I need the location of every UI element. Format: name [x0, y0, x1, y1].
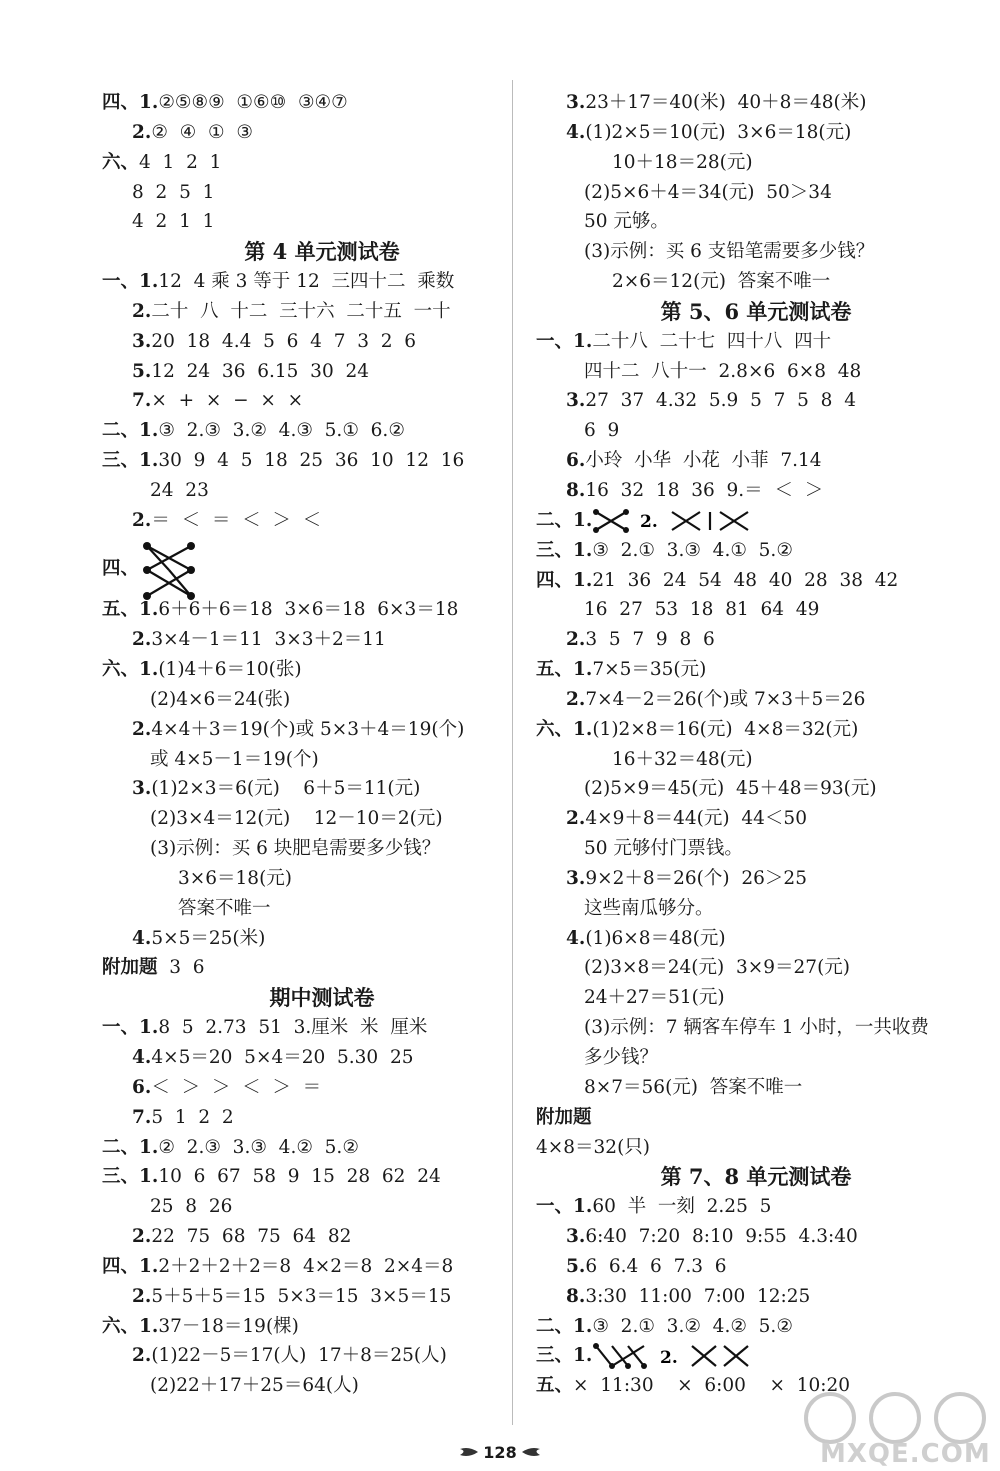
answer-line	[536, 774, 976, 804]
answer-line	[102, 327, 542, 357]
answer-label: 一、1.	[102, 1017, 159, 1039]
left-column	[102, 88, 542, 1401]
answer-line	[536, 476, 976, 506]
answer-text: 6＋6＋6＝18 3×6＝18 6×3＝18	[158, 599, 459, 621]
section-title: 第 7、8 单元测试卷	[660, 1164, 852, 1190]
answer-line	[102, 476, 542, 506]
answer-text: 25 8 26	[150, 1196, 233, 1218]
answer-text: 或 4×5－1＝19(个)	[150, 748, 319, 770]
answer-line	[536, 625, 976, 655]
answer-label: 四、1.	[536, 569, 593, 591]
answer-text: 20 18 4.4 5 6 4 7 3 2 6	[151, 330, 417, 352]
answer-text: (3)示例：买 6 支铅笔需要多少钱？	[584, 241, 875, 263]
answer-text: × 11:30 × 6:00 × 10:20	[573, 1375, 851, 1397]
answer-text: (1)2×8＝16(元) 4×8＝32(元)	[592, 718, 859, 740]
answer-label: 2.	[132, 629, 152, 651]
answer-text: 24 23	[150, 479, 209, 501]
answer-line	[536, 953, 976, 983]
answer-line	[102, 595, 542, 625]
answer-line	[102, 88, 542, 118]
answer-text: (3)示例：买 6 块肥皂需要多少钱？	[150, 838, 441, 860]
answer-line	[536, 267, 976, 297]
answer-text: 二十八 二十七 四十八 四十	[592, 330, 832, 352]
answer-text: 4×8＝32(只)	[536, 1136, 651, 1158]
answer-line	[102, 715, 542, 745]
answer-line	[536, 1312, 976, 1342]
answer-label: 3.	[132, 330, 152, 352]
answer-text: 10＋18＝28(元)	[612, 151, 753, 173]
answer-text: (3)示例：7 辆客车停车 1 小时，一共收费	[584, 1017, 929, 1039]
answer-text: (2)3×8＝24(元) 3×9＝27(元)	[584, 957, 851, 979]
answer-line	[536, 1013, 976, 1043]
answer-line	[536, 864, 976, 894]
answer-label: 2.	[132, 1226, 152, 1248]
answer-label: 6.	[566, 450, 586, 472]
answer-text: 4×4＋3＝19(个)或 5×3＋4＝19(个)	[151, 718, 465, 740]
answer-line	[536, 386, 976, 416]
answer-text: (1)22－5＝17(人) 17＋8＝25(人)	[151, 1345, 447, 1367]
section-title: 第 5、6 单元测试卷	[660, 298, 852, 324]
answer-text: ② ④ ① ③	[151, 121, 253, 143]
answer-label: 3.	[566, 92, 586, 113]
answer-line	[536, 237, 976, 267]
answer-label: 4.	[566, 927, 586, 949]
answer-text: 5＋5＋5＝15 5×3＝15 3×5＝15	[151, 1285, 452, 1307]
answer-line	[536, 834, 976, 864]
answer-text: 9×2＋8＝26(个) 26＞25	[585, 867, 807, 889]
watermark	[800, 1390, 1000, 1471]
answer-text: 5×5＝25(米)	[151, 927, 266, 949]
answer-label: 四、1.	[102, 92, 159, 113]
answer-label: 二、1.	[102, 420, 159, 442]
watermark-logo-icon	[800, 1390, 1000, 1445]
answer-line	[102, 1162, 542, 1192]
answer-line	[536, 446, 976, 476]
answer-text: 30 9 4 5 18 25 36 10 12 16	[158, 450, 465, 472]
answer-text: 16 27 53 18 81 64 49	[584, 599, 820, 621]
answer-label: 7.	[132, 390, 152, 412]
answer-label: 二、1.	[536, 509, 593, 531]
answer-text: 3×6＝18(元)	[178, 867, 293, 889]
answer-label: 附加题	[536, 1106, 592, 1128]
answer-text: ③ 2.① 3.③ 4.① 5.②	[592, 539, 793, 561]
svg-text:2.: 2.	[640, 511, 659, 532]
answer-label: 7.	[132, 1106, 152, 1128]
answer-line	[536, 804, 976, 834]
answer-label: 四、1.	[102, 1255, 159, 1277]
answer-line	[536, 924, 976, 954]
answer-line	[102, 1282, 542, 1312]
answer-label: 二、1.	[536, 1315, 593, 1337]
answer-text: 22 75 68 75 64 82	[151, 1226, 352, 1248]
answer-line	[536, 178, 976, 208]
answer-text: 8 2 5 1	[132, 181, 215, 203]
answer-label: 2.	[566, 688, 586, 710]
answer-text: 多少钱？	[584, 1047, 659, 1068]
answer-line	[536, 536, 976, 566]
answer-line	[536, 595, 976, 625]
answer-line	[102, 953, 542, 983]
answer-line	[536, 983, 976, 1013]
answer-line	[102, 1252, 542, 1282]
answer-text: (2)22＋17＋25＝64(人)	[150, 1375, 359, 1397]
answer-label: 8.	[566, 1285, 586, 1307]
answer-label: 一、1.	[102, 271, 159, 293]
answer-line	[102, 1103, 542, 1133]
answer-line	[102, 267, 542, 297]
answer-line	[536, 416, 976, 446]
answer-text: 16＋32＝48(元)	[612, 748, 753, 770]
answer-label: 三、1.	[536, 1345, 593, 1367]
answer-text: (1)4＋6＝10(张)	[158, 659, 302, 681]
answer-text: 6 6.4 6 7.3 6	[585, 1255, 727, 1277]
answer-line	[102, 1312, 542, 1342]
answer-text: 23＋17＝40(米) 40＋8＝48(米)	[585, 92, 867, 113]
answer-label: 2.	[566, 629, 586, 651]
left-ornament-icon	[460, 1446, 478, 1458]
answer-line	[536, 1252, 976, 1282]
answer-text: 27 37 4.32 5.9 5 7 5 8 4	[585, 390, 856, 412]
answer-label: 3.	[566, 867, 586, 889]
answer-text: 四十二 八十一 2.8×6 6×8 48	[584, 360, 862, 382]
answer-line	[536, 327, 976, 357]
matching-diagram	[592, 1342, 752, 1370]
answer-text: ② 2.③ 3.③ 4.② 5.②	[158, 1136, 359, 1158]
svg-text:2.: 2.	[660, 1348, 679, 1369]
answer-label: 三、1.	[102, 450, 159, 472]
answer-line	[102, 297, 542, 327]
answer-label: 二、1.	[102, 1136, 159, 1158]
answer-text: 小玲 小华 小花 小菲 7.14	[585, 450, 822, 472]
answer-label: 2.	[132, 300, 152, 322]
answer-text: 10 6 67 58 9 15 28 62 24	[158, 1166, 441, 1188]
answer-line	[102, 834, 542, 864]
answer-text: 3×4－1＝11 3×3＋2＝11	[151, 629, 386, 651]
answer-label: 一、1.	[536, 330, 593, 352]
answer-text: × + × − × ×	[151, 390, 304, 412]
answer-line	[536, 745, 976, 775]
answer-line	[102, 1192, 542, 1222]
answer-line	[102, 864, 542, 894]
answer-text: (2)4×6＝24(张)	[150, 688, 291, 710]
answer-text: ③ 2.① 3.② 4.② 5.②	[592, 1315, 793, 1337]
answer-line	[102, 804, 542, 834]
answer-line	[102, 774, 542, 804]
answer-text: 2＋2＋2＋2＝8 4×2＝8 2×4＝8	[158, 1255, 454, 1277]
answer-line	[536, 207, 976, 237]
answer-line	[102, 118, 542, 148]
answer-text: (2)3×4＝12(元) 12－10＝2(元)	[150, 808, 443, 830]
answer-label: 4.	[132, 927, 152, 949]
answer-label: 4.	[566, 121, 586, 143]
answer-label: 六、	[102, 151, 140, 173]
answer-text: (1)2×3＝6(元) 6＋5＝11(元)	[151, 778, 421, 800]
answer-line	[102, 924, 542, 954]
answer-label: 3.	[566, 1226, 586, 1248]
answer-text: 4×9＋8＝44(元) 44＜50	[585, 808, 807, 830]
answer-line	[102, 1341, 542, 1371]
answer-line	[102, 685, 542, 715]
answer-line	[102, 178, 542, 208]
answer-line	[536, 1192, 976, 1222]
answer-text: (2)5×6＋4＝34(元) 50＞34	[584, 181, 832, 203]
answer-line	[536, 1073, 976, 1103]
answer-text: (1)2×5＝10(元) 3×6＝18(元)	[585, 121, 852, 143]
page-number	[470, 1440, 530, 1466]
answer-text: 7×5＝35(元)	[592, 659, 707, 681]
answer-line	[102, 1371, 542, 1401]
answer-label: 六、1.	[536, 718, 593, 740]
answer-label: 2.	[132, 1285, 152, 1307]
answer-line	[536, 1222, 976, 1252]
answer-text: 答案不唯一	[178, 897, 271, 919]
answer-text: ②⑤⑧⑨ ①⑥⑩ ③④⑦	[158, 92, 348, 113]
answer-text: ＝ ＜ ＝ ＜ ＞ ＜	[151, 509, 322, 531]
answer-label: 2.	[132, 718, 152, 740]
answer-text: 37－18＝19(棵)	[158, 1315, 299, 1337]
answer-label: 2.	[132, 509, 152, 531]
answer-text: (2)5×9＝45(元) 45＋48＝93(元)	[584, 778, 877, 800]
section-title: 第 4 单元测试卷	[244, 239, 400, 265]
answer-text: 2×6＝12(元) 答案不唯一	[612, 271, 831, 293]
answer-line	[102, 536, 542, 579]
answer-label: 3.	[566, 390, 586, 412]
answer-text: (1)6×8＝48(元)	[585, 927, 726, 949]
watermark-site: MXQE.COM	[820, 1439, 991, 1469]
answer-line	[102, 416, 542, 446]
answer-text: 二十 八 十二 三十六 二十五 一十	[151, 300, 451, 322]
matching-diagram	[592, 508, 752, 534]
answer-line	[536, 715, 976, 745]
answer-line	[102, 446, 542, 476]
answer-text: 6 9	[584, 420, 620, 442]
answer-text: 8×7＝56(元) 答案不唯一	[584, 1076, 803, 1098]
answer-text: 12 24 36 6.15 30 24	[151, 360, 370, 382]
answer-label: 一、1.	[536, 1196, 593, 1218]
answer-label: 2.	[132, 1345, 152, 1367]
answer-line	[102, 357, 542, 387]
answer-line	[536, 1341, 976, 1371]
answer-text: 4×5＝20 5×4＝20 5.30 25	[151, 1047, 414, 1068]
answer-label: 四、	[102, 557, 140, 579]
answer-text: 60 半 一刻 2.25 5	[592, 1196, 772, 1218]
answer-label: 附加题	[102, 957, 158, 979]
answer-label: 2.	[566, 808, 586, 830]
answer-text: 50 元够。	[584, 211, 669, 233]
answer-text: 24＋27＝51(元)	[584, 987, 725, 1009]
answer-text: 16 32 18 36 9.＝ ＜ ＞	[585, 479, 824, 501]
answer-label: 五、1.	[102, 599, 159, 621]
answer-label: 8.	[566, 479, 586, 501]
answer-line	[536, 894, 976, 924]
answer-line	[536, 685, 976, 715]
answer-text: 3 5 7 9 8 6	[585, 629, 715, 651]
answer-line	[102, 386, 542, 416]
matching-diagram	[139, 540, 199, 602]
answer-line	[102, 506, 542, 536]
answer-line	[536, 566, 976, 596]
answer-text: 5 1 2 2	[151, 1106, 234, 1128]
answer-line	[536, 88, 976, 118]
answer-line	[536, 655, 976, 685]
answer-label: 2.	[132, 121, 152, 143]
answer-text: 50 元够付门票钱。	[584, 838, 743, 860]
answer-line	[102, 1013, 542, 1043]
answer-line	[102, 1222, 542, 1252]
answer-text: 21 36 24 54 48 40 28 38 42	[592, 569, 899, 591]
right-ornament-icon	[522, 1446, 540, 1458]
answer-line	[102, 148, 542, 178]
answer-line	[102, 894, 542, 924]
answer-label: 五、	[536, 1375, 574, 1397]
right-column	[536, 88, 976, 1401]
answer-text: ＜ ＞ ＞ ＜ ＞ ＝	[151, 1076, 322, 1098]
answer-line	[102, 1133, 542, 1163]
answer-label: 六、1.	[102, 1315, 159, 1337]
answer-text: 这些南瓜够分。	[584, 897, 714, 919]
answer-line	[536, 148, 976, 178]
answer-line	[102, 745, 542, 775]
answer-line	[102, 1043, 542, 1073]
answer-text: 4 1 2 1	[139, 151, 222, 173]
answer-label: 六、1.	[102, 659, 159, 681]
answer-text: 3:30 11:00 7:00 12:25	[585, 1285, 811, 1307]
answer-label: 三、1.	[102, 1166, 159, 1188]
answer-text: 7×4－2＝26(个)或 7×3＋5＝26	[585, 688, 866, 710]
answer-line	[536, 1103, 976, 1133]
answer-line	[536, 1043, 976, 1073]
answer-label: 5.	[132, 360, 152, 382]
answer-label: 3.	[132, 778, 152, 800]
answer-line	[102, 207, 542, 237]
section-title: 期中测试卷	[269, 985, 375, 1011]
answer-line	[536, 357, 976, 387]
answer-line	[102, 625, 542, 655]
answer-line	[536, 1282, 976, 1312]
answer-text: 4 2 1 1	[132, 211, 215, 233]
answer-text: 12 4 乘 3 等于 12 三四十二 乘数	[158, 271, 455, 293]
answer-label: 三、1.	[536, 539, 593, 561]
answer-label: 5.	[566, 1255, 586, 1277]
answer-label: 4.	[132, 1047, 152, 1068]
answer-line	[102, 655, 542, 685]
answer-text: 6:40 7:20 8:10 9:55 4.3:40	[585, 1226, 858, 1248]
answer-text: 3 6	[157, 957, 205, 979]
answer-line	[536, 118, 976, 148]
page-number-text: 128	[483, 1443, 517, 1462]
answer-text: 8 5 2.73 51 3.厘米 米 厘米	[158, 1017, 428, 1039]
answer-line	[536, 506, 976, 536]
answer-line	[102, 1073, 542, 1103]
answer-label: 五、1.	[536, 659, 593, 681]
answer-label: 6.	[132, 1076, 152, 1098]
answer-line	[536, 1133, 976, 1163]
answer-text: ③ 2.③ 3.② 4.③ 5.① 6.②	[158, 420, 405, 442]
